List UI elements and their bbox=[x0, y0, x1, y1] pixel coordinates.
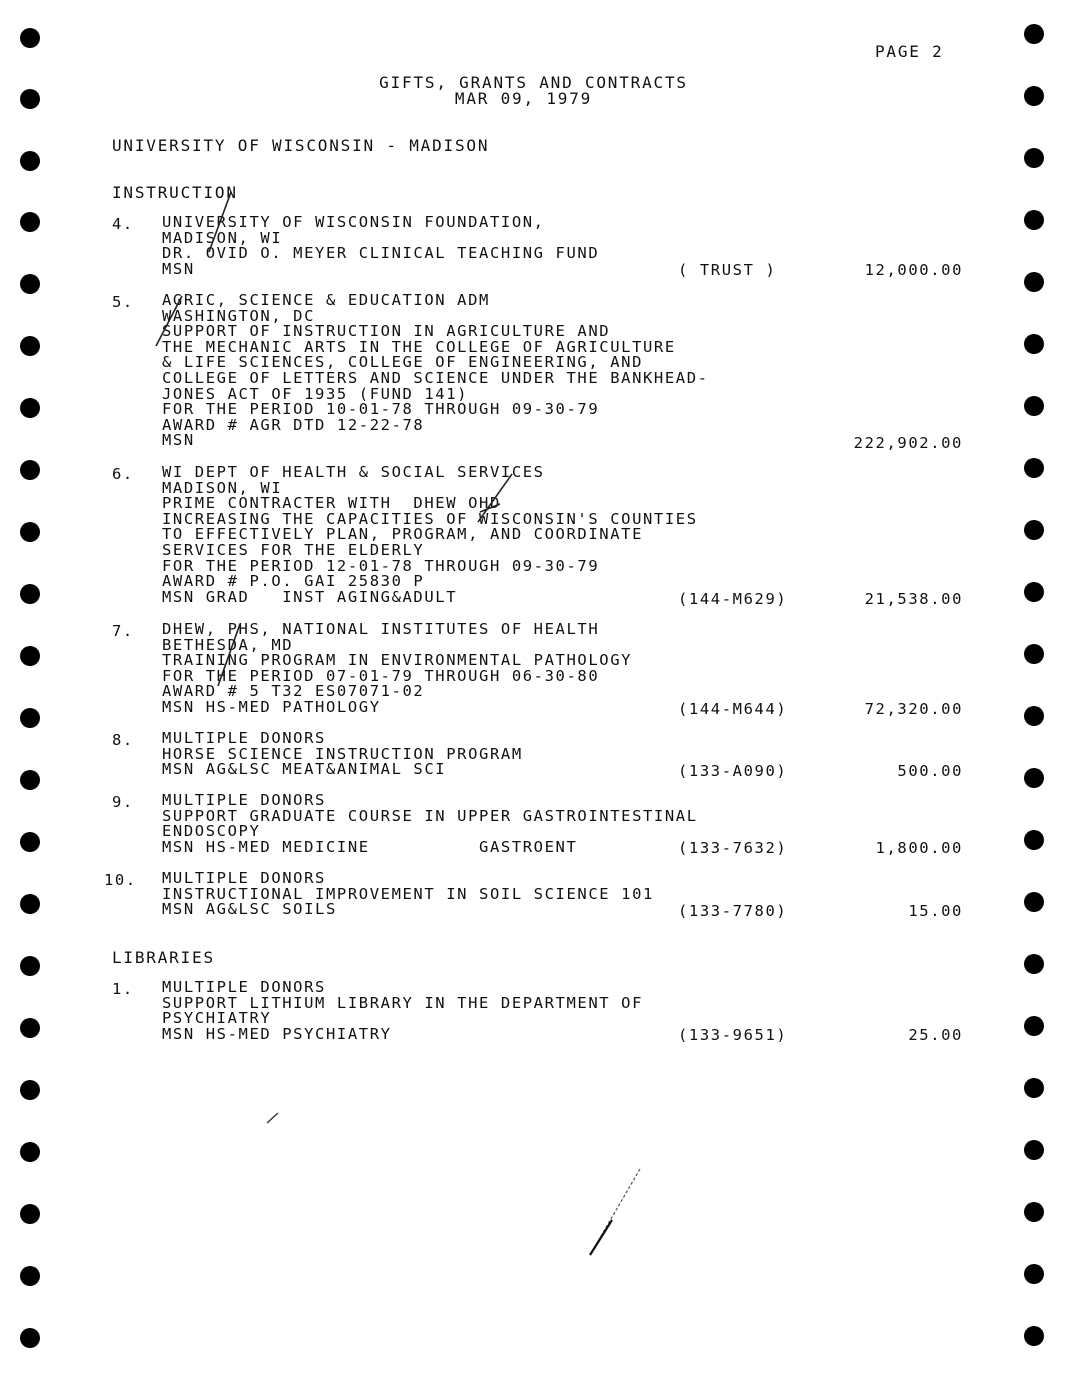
entry-number: 8. bbox=[112, 731, 134, 749]
feed-hole bbox=[20, 28, 40, 48]
feed-hole bbox=[1024, 830, 1044, 850]
entry-line: MSN AG&LSC SOILS bbox=[162, 900, 337, 919]
entry-line: MSN HS-MED PATHOLOGY bbox=[162, 697, 381, 716]
pen-mark bbox=[205, 188, 235, 258]
feed-hole bbox=[20, 1204, 40, 1224]
amount: 500.00 bbox=[897, 762, 963, 780]
entry-line: HORSE SCIENCE INSTRUCTION PROGRAM bbox=[162, 744, 523, 763]
feed-hole bbox=[1024, 892, 1044, 912]
entry-line: PSYCHIATRY bbox=[162, 1009, 272, 1028]
entry-line: WI DEPT OF HEALTH & SOCIAL SERVICES bbox=[162, 463, 545, 481]
entry-line: AWARD # P.O. GAI 25830 P bbox=[162, 572, 425, 591]
entry-line: BETHESDA, MD bbox=[162, 635, 294, 654]
entry-line: MULTIPLE DONORS bbox=[162, 729, 326, 747]
feed-hole bbox=[20, 1266, 40, 1286]
feed-hole bbox=[1024, 396, 1044, 416]
entry-line: MADISON, WI bbox=[162, 228, 283, 247]
entry-line: INSTRUCTIONAL IMPROVEMENT IN SOIL SCIENCE 101 bbox=[162, 884, 654, 903]
feed-hole bbox=[20, 1018, 40, 1038]
feed-hole bbox=[1024, 954, 1044, 974]
entry-line: WASHINGTON, DC bbox=[162, 306, 316, 325]
amount: 222,902.00 bbox=[853, 434, 963, 452]
account-code: (133-9651) bbox=[678, 1026, 788, 1044]
feed-hole bbox=[1024, 1140, 1044, 1160]
entry-lines bbox=[162, 793, 698, 855]
feed-hole bbox=[20, 151, 40, 171]
feed-hole bbox=[20, 770, 40, 790]
pen-mark bbox=[580, 1165, 650, 1260]
feed-hole bbox=[1024, 582, 1044, 602]
entry-number: 9. bbox=[112, 793, 134, 811]
entry-line: MULTIPLE DONORS bbox=[162, 791, 326, 809]
report-date: MAR 09, 1979 bbox=[454, 89, 593, 108]
entry-line: MSN bbox=[162, 259, 195, 278]
entry-line: UNIVERSITY OF WISCONSIN FOUNDATION, bbox=[162, 213, 545, 231]
feed-hole bbox=[1024, 768, 1044, 788]
entry-number: 6. bbox=[112, 465, 134, 483]
feed-hole bbox=[1024, 210, 1044, 230]
entry-line: MSN GRAD INST AGING&ADULT bbox=[162, 587, 458, 606]
feed-hole bbox=[20, 460, 40, 480]
entry-line: JONES ACT OF 1935 (FUND 141) bbox=[162, 384, 469, 403]
account-code: (144-M629) bbox=[678, 590, 788, 608]
amount: 15.00 bbox=[908, 902, 963, 920]
entry-line: AWARD # 5 T32 ES07071-02 bbox=[162, 682, 425, 701]
entry-line: PRIME CONTRACTER WITH DHEW OHD bbox=[162, 494, 501, 513]
feed-hole bbox=[20, 336, 40, 356]
feed-hole bbox=[20, 584, 40, 604]
institution-name: UNIVERSITY OF WISCONSIN - MADISON bbox=[112, 136, 490, 155]
entry-line: ENDOSCOPY bbox=[162, 822, 261, 841]
feed-hole bbox=[1024, 458, 1044, 478]
entry-line: MSN AG&LSC MEAT&ANIMAL SCI bbox=[162, 760, 447, 779]
amount: 12,000.00 bbox=[864, 261, 963, 279]
feed-hole bbox=[20, 1080, 40, 1100]
entry-lines bbox=[162, 871, 654, 918]
feed-hole bbox=[1024, 334, 1044, 354]
entry-line: FOR THE PERIOD 12-01-78 THROUGH 09-30-79 bbox=[162, 556, 600, 575]
entry-line: MULTIPLE DONORS bbox=[162, 869, 326, 887]
amount: 25.00 bbox=[908, 1026, 963, 1044]
entry-lines bbox=[162, 731, 523, 778]
amount: 1,800.00 bbox=[875, 839, 963, 857]
feed-hole bbox=[20, 708, 40, 728]
account-code: (133-7632) bbox=[678, 839, 788, 857]
account-code: (133-A090) bbox=[678, 762, 788, 780]
entry-line: DHEW, PHS, NATIONAL INSTITUTES OF HEALTH bbox=[162, 620, 600, 638]
amount: 72,320.00 bbox=[864, 700, 963, 718]
feed-hole bbox=[1024, 148, 1044, 168]
entry-line: MSN bbox=[162, 431, 195, 450]
feed-hole bbox=[1024, 24, 1044, 44]
entry-lines bbox=[162, 293, 709, 449]
feed-hole bbox=[1024, 1326, 1044, 1346]
feed-hole bbox=[1024, 644, 1044, 664]
entry-lines bbox=[162, 465, 698, 605]
entry-line: & LIFE SCIENCES, COLLEGE OF ENGINEERING, AND bbox=[162, 353, 643, 372]
feed-hole bbox=[1024, 706, 1044, 726]
entry-number: 5. bbox=[112, 293, 134, 311]
feed-hole bbox=[20, 212, 40, 232]
account-code: (144-M644) bbox=[678, 700, 788, 718]
page-number: PAGE 2 bbox=[875, 42, 944, 61]
feed-hole bbox=[1024, 272, 1044, 292]
pen-mark bbox=[450, 470, 520, 530]
entry-line: DR. OVID O. MEYER CLINICAL TEACHING FUND bbox=[162, 244, 600, 263]
entry-lines bbox=[162, 980, 643, 1042]
entry-line: MADISON, WI bbox=[162, 478, 283, 497]
feed-hole bbox=[20, 274, 40, 294]
entry-line: FOR THE PERIOD 07-01-79 THROUGH 06-30-80 bbox=[162, 666, 600, 685]
entry-line: MSN HS-MED PSYCHIATRY bbox=[162, 1024, 392, 1043]
feed-hole bbox=[20, 1328, 40, 1348]
report-title: GIFTS, GRANTS AND CONTRACTS bbox=[379, 73, 688, 92]
feed-hole bbox=[20, 956, 40, 976]
entry-line: INCREASING THE CAPACITIES OF WISCONSIN'S COUNTIES bbox=[162, 509, 698, 528]
entry-line: TO EFFECTIVELY PLAN, PROGRAM, AND COORDINATE bbox=[162, 525, 643, 544]
entry-line: SERVICES FOR THE ELDERLY bbox=[162, 540, 425, 559]
feed-hole bbox=[1024, 520, 1044, 540]
feed-hole bbox=[20, 894, 40, 914]
entry-line: TRAINING PROGRAM IN ENVIRONMENTAL PATHOLOGY bbox=[162, 651, 633, 670]
entry-number: 4. bbox=[112, 215, 134, 233]
entry-number: 1. bbox=[112, 980, 134, 998]
entry-line: MSN HS-MED MEDICINE GASTROENT bbox=[162, 837, 578, 856]
entry-line: SUPPORT GRADUATE COURSE IN UPPER GASTROINTESTINAL bbox=[162, 806, 698, 825]
feed-hole bbox=[1024, 1016, 1044, 1036]
feed-hole bbox=[20, 832, 40, 852]
entry-line: AGRIC, SCIENCE & EDUCATION ADM bbox=[162, 291, 490, 309]
feed-hole bbox=[20, 1142, 40, 1162]
entry-number: 10. bbox=[104, 871, 137, 889]
entry-line: SUPPORT LITHIUM LIBRARY IN THE DEPARTMENT OF bbox=[162, 993, 643, 1012]
entry-line: THE MECHANIC ARTS IN THE COLLEGE OF AGRICULTURE bbox=[162, 337, 676, 356]
section-heading-instruction: INSTRUCTION bbox=[112, 183, 238, 202]
pen-mark bbox=[262, 1110, 282, 1126]
pen-mark bbox=[210, 620, 250, 690]
amount: 21,538.00 bbox=[864, 590, 963, 608]
feed-hole bbox=[20, 398, 40, 418]
feed-hole bbox=[1024, 1078, 1044, 1098]
feed-hole bbox=[20, 522, 40, 542]
feed-hole bbox=[20, 646, 40, 666]
pen-mark bbox=[150, 290, 190, 350]
entry-line: MULTIPLE DONORS bbox=[162, 978, 326, 996]
feed-hole bbox=[1024, 1202, 1044, 1222]
entry-number: 7. bbox=[112, 622, 134, 640]
account-code: ( TRUST ) bbox=[678, 261, 777, 279]
entry-line: FOR THE PERIOD 10-01-78 THROUGH 09-30-79 bbox=[162, 400, 600, 419]
entry-line: SUPPORT OF INSTRUCTION IN AGRICULTURE AND bbox=[162, 322, 611, 341]
feed-hole bbox=[1024, 1264, 1044, 1284]
entry-line: AWARD # AGR DTD 12-22-78 bbox=[162, 415, 425, 434]
entry-line: COLLEGE OF LETTERS AND SCIENCE UNDER THE BANKHEAD- bbox=[162, 368, 709, 387]
account-code: (133-7780) bbox=[678, 902, 788, 920]
section-heading-libraries: LIBRARIES bbox=[112, 948, 215, 967]
